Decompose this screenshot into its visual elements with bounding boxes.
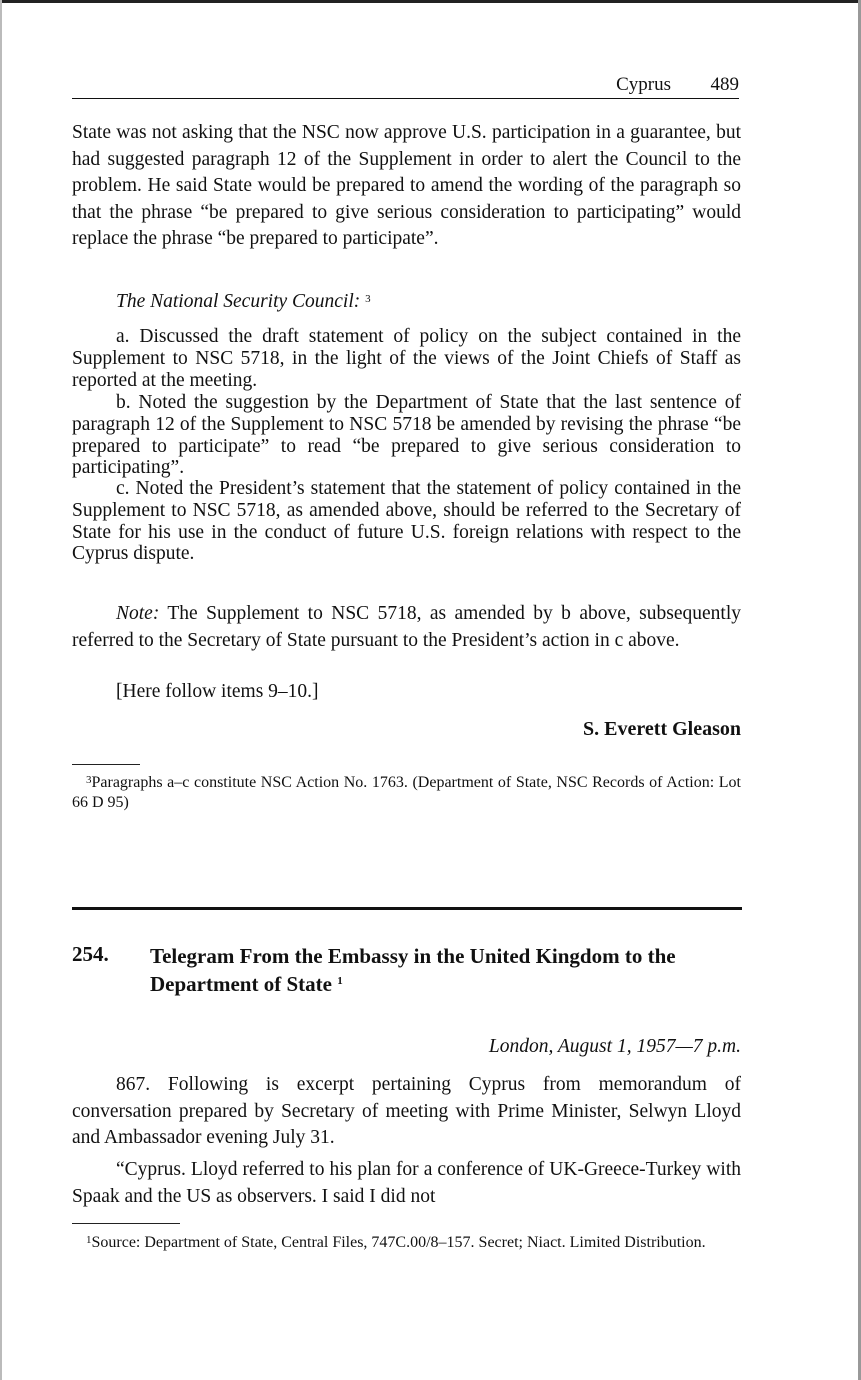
footnote-3-marker: 3	[86, 774, 92, 786]
page-number: 489	[710, 74, 739, 95]
header-title: Cyprus	[616, 74, 671, 95]
footnote-1	[72, 1233, 741, 1253]
council-heading-label: The National Security Council:	[116, 291, 361, 312]
page-top-edge	[0, 0, 861, 3]
document-paragraph-1: 867. Following is excerpt pertaining Cyprus from memorandum of conversation prepared by Secretary of meeting with Prime Minister, Selwyn Lloyd and Ambassador evening July 31.	[72, 1074, 741, 1148]
page-left-edge	[0, 0, 2, 1380]
document-title-text: Telegram From the Embassy in the United Kingdom to the Department of State	[150, 944, 676, 996]
footnote-3-text: Paragraphs a–c constitute NSC Action No. 1763. (Department of State, NSC Records of Action: Lot 66 D 95)	[72, 774, 741, 811]
bracket-note: [Here follow items 9–10.]	[116, 681, 319, 702]
footnote-rule	[72, 764, 140, 765]
action-c: c. Noted the President’s statement that the statement of policy contained in the Supplement to NSC 5718, as amended above, should be referred to the Secretary of State for his use in the conduct of future U.S. foreign relations with respect to the Cyprus dispute.	[72, 478, 741, 565]
dateline: London, August 1, 1957—7 p.m.	[488, 1036, 741, 1057]
footnote-1-text: Source: Department of State, Central Files, 747C.00/8–157. Secret; Niact. Limited Distribution.	[91, 1234, 706, 1251]
note-text: The Supplement to NSC 5718, as amended by b above, subsequently referred to the Secretary of State pursuant to the President’s action in c above.	[72, 603, 741, 651]
document-number: 254.	[72, 942, 109, 966]
document-paragraph-2: “Cyprus. Lloyd referred to his plan for a conference of UK-Greece-Turkey with Spaak and the US as observers. I said I did not	[72, 1159, 741, 1207]
footnote-ref-3: 3	[365, 293, 371, 305]
footnote-ref-1: 1	[337, 975, 343, 987]
document-separator-rule	[72, 907, 742, 910]
signature: S. Everett Gleason	[583, 718, 741, 740]
footnote-1-marker: 1	[86, 1234, 92, 1246]
action-a: a. Discussed the draft statement of policy on the subject contained in the Supplement to NSC 5718, in the light of the views of the Joint Chiefs of Staff as reported at the meeting.	[72, 326, 741, 391]
document-title	[150, 942, 740, 998]
intro-paragraph: State was not asking that the NSC now approve U.S. participation in a guarantee, but had suggested paragraph 12 of the Supplement in order to alert the Council to the problem. He said State would be prepared to amend the wording of the paragraph so that the phrase “be prepared to give serious consideration to participating” would replace the phrase “be prepared to participate”.	[72, 122, 741, 249]
note-paragraph	[72, 601, 741, 654]
running-header	[72, 74, 739, 99]
footnote-3	[72, 773, 741, 813]
footnote-rule-2	[72, 1223, 180, 1224]
council-heading	[72, 289, 741, 315]
action-b: b. Noted the suggestion by the Department of State that the last sentence of paragraph 12 of the Supplement to NSC 5718 be amended by revising the phrase “be prepared to participate” to read “be prepared to give serious consideration to participating”.	[72, 392, 741, 479]
note-label: Note:	[116, 603, 160, 624]
